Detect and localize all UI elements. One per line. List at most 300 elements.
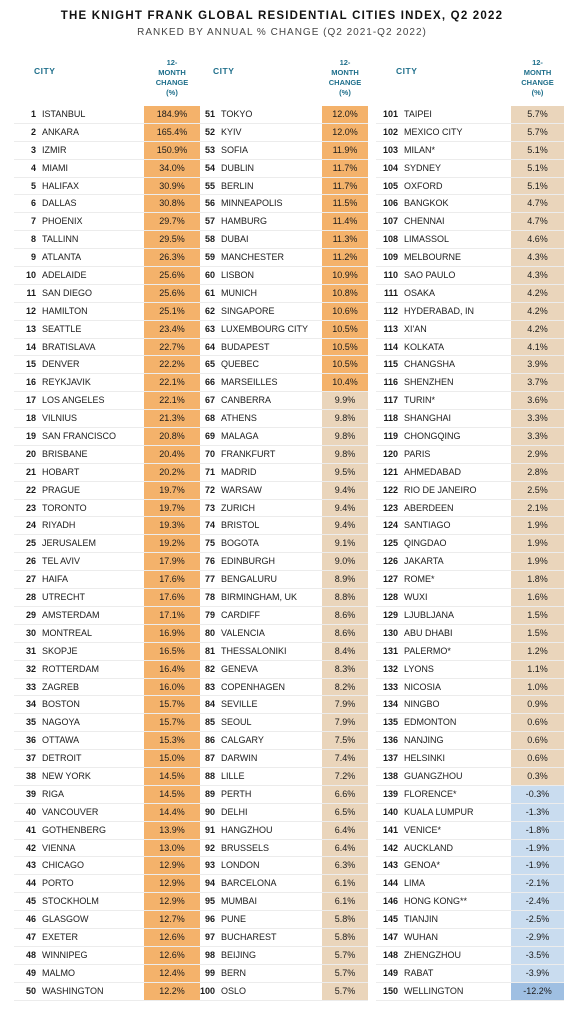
rank-label: 44 (25, 878, 36, 889)
change-value: 4.2% (511, 303, 564, 320)
rank-label: 25 (25, 538, 36, 549)
rank-label: 119 (383, 431, 398, 442)
rank-label: 94 (204, 878, 215, 889)
city-label: RIO DE JANEIRO (404, 484, 477, 495)
city-label: CANBERRA (221, 395, 272, 406)
change-value: 9.9% (322, 392, 368, 409)
table-row (376, 446, 564, 464)
rank-label: 71 (204, 466, 215, 477)
change-value: -2.1% (511, 875, 564, 892)
change-value: 1.6% (511, 589, 564, 606)
change-value: 11.5% (322, 195, 368, 212)
city-label: MARSEILLES (221, 377, 278, 388)
change-value: 8.6% (322, 625, 368, 642)
change-value: 10.5% (322, 339, 368, 356)
city-label: COPENHAGEN (221, 681, 286, 692)
table-row (193, 822, 368, 840)
rank-label: 97 (204, 931, 215, 942)
rank-label: 98 (204, 949, 215, 960)
change-value: 12.4% (144, 965, 200, 982)
rank-label: 18 (25, 413, 36, 424)
change-value: 22.1% (144, 392, 200, 409)
table-row (14, 267, 200, 285)
rank-label: 24 (25, 520, 36, 531)
city-label: MUNICH (221, 287, 257, 298)
city-label: SOFIA (221, 144, 249, 155)
table-row (193, 750, 368, 768)
change-value: 150.9% (144, 142, 200, 159)
table-row (193, 875, 368, 893)
city-label: GOTHENBERG (42, 824, 107, 835)
change-value: 7.2% (322, 768, 368, 785)
city-label: ROTTERDAM (42, 663, 99, 674)
table-row (193, 535, 368, 553)
city-label: FLORENCE* (404, 788, 457, 799)
city-label: DARWIN (221, 753, 258, 764)
rank-label: 91 (204, 824, 215, 835)
rank-label: 127 (382, 574, 398, 585)
rank-label: 80 (204, 627, 215, 638)
table-row (376, 482, 564, 500)
rank-label: 101 (382, 109, 398, 119)
city-label: MINNEAPOLIS (221, 198, 283, 209)
table-row (193, 553, 368, 571)
rank-label: 145 (382, 914, 398, 925)
change-value: 17.1% (144, 607, 200, 624)
table-row (14, 464, 200, 482)
city-label: MILAN* (404, 144, 436, 155)
table-row (193, 661, 368, 679)
change-value: 5.1% (511, 178, 564, 195)
rank-label: 70 (204, 448, 215, 459)
city-label: GENEVA (221, 663, 258, 674)
city-label: MIAMI (42, 162, 68, 173)
table-row (14, 482, 200, 500)
rank-label: 85 (204, 717, 215, 728)
table-row (14, 374, 200, 392)
rank-label: 61 (204, 287, 215, 298)
table-row (14, 965, 200, 983)
change-value: 29.5% (144, 231, 200, 248)
city-label: JERUSALEM (42, 538, 97, 549)
table-row (376, 231, 564, 249)
city-label: MONTREAL (42, 627, 93, 638)
city-header: CITY (396, 66, 418, 76)
change-value: 9.8% (322, 446, 368, 463)
table-row (376, 249, 564, 267)
table-row (193, 607, 368, 625)
rank-label: 93 (204, 860, 215, 871)
city-label: PARIS (404, 448, 431, 459)
rank-label: 8 (30, 234, 36, 245)
rank-label: 12 (25, 305, 36, 316)
table-row (376, 947, 564, 965)
city-label: BRISBANE (42, 448, 88, 459)
city-label: NAGOYA (42, 717, 80, 728)
rank-label: 65 (204, 359, 215, 370)
table-row (14, 231, 200, 249)
city-label: KOLKATA (404, 341, 445, 352)
table-row (14, 911, 200, 929)
city-label: QINGDAO (404, 538, 447, 549)
city-label: ABU DHABI (404, 627, 453, 638)
city-label: GENOA* (404, 860, 441, 871)
table-row (14, 213, 200, 231)
change-value: 12.9% (144, 893, 200, 910)
rank-label: 136 (382, 735, 398, 746)
city-label: RIYADH (42, 520, 76, 531)
city-label: BOGOTA (221, 538, 259, 549)
change-value: 12.0% (322, 124, 368, 141)
table-row (14, 142, 200, 160)
rank-label: 69 (204, 431, 215, 442)
table-row (193, 500, 368, 518)
change-value: 6.1% (322, 875, 368, 892)
rank-label: 66 (204, 377, 215, 388)
table-row (376, 857, 564, 875)
table-row (193, 356, 368, 374)
city-label: SEOUL (221, 717, 252, 728)
city-label: PALERMO* (404, 645, 451, 656)
change-value: 1.9% (511, 553, 564, 570)
city-label: TURIN* (404, 395, 435, 406)
rank-label: 120 (382, 448, 398, 459)
rank-label: 72 (204, 484, 215, 495)
city-label: CHONGQING (404, 431, 461, 442)
table-row (14, 535, 200, 553)
city-label: HANGZHOU (221, 824, 273, 835)
rank-label: 110 (383, 270, 398, 281)
city-label: ANKARA (42, 126, 80, 137)
table-row (376, 714, 564, 732)
city-label: VENICE* (404, 824, 442, 835)
table-row (193, 142, 368, 160)
rank-label: 15 (25, 359, 36, 370)
change-value: 25.6% (144, 285, 200, 302)
change-value: 15.7% (144, 696, 200, 713)
city-label: KYIV (221, 126, 242, 137)
city-label: ZURICH (221, 502, 255, 513)
change-value: 0.6% (511, 714, 564, 731)
table-row (14, 446, 200, 464)
change-value: 10.6% (322, 303, 368, 320)
change-value: 34.0% (144, 160, 200, 177)
change-value: 5.7% (322, 983, 368, 1000)
rank-label: 6 (30, 198, 36, 209)
rank-label: 123 (382, 502, 398, 513)
rank-label: 126 (382, 556, 398, 567)
table-row (376, 410, 564, 428)
city-label: BERLIN (221, 180, 254, 191)
rank-label: 42 (25, 842, 36, 853)
city-label: MADRID (221, 466, 257, 477)
city-label: DUBLIN (221, 162, 255, 173)
rank-label: 40 (25, 806, 36, 817)
city-label: DALLAS (42, 198, 77, 209)
change-value: 8.8% (322, 589, 368, 606)
city-label: XI'AN (404, 323, 427, 334)
table-row (376, 875, 564, 893)
city-label: BRISTOL (221, 520, 260, 531)
change-value: -1.9% (511, 840, 564, 857)
table-row (376, 374, 564, 392)
rank-label: 121 (382, 466, 398, 477)
change-value: 15.3% (144, 732, 200, 749)
rank-label: 75 (204, 538, 215, 549)
city-label: AHMEDABAD (404, 466, 462, 477)
rank-label: 86 (204, 735, 215, 746)
table-row (193, 643, 368, 661)
change-value: 3.3% (511, 428, 564, 445)
change-value: 1.5% (511, 607, 564, 624)
table-row (193, 428, 368, 446)
rank-label: 106 (382, 198, 398, 209)
table-row (14, 339, 200, 357)
rank-label: 21 (25, 466, 36, 477)
rank-label: 139 (382, 788, 398, 799)
city-label: HONG KONG** (404, 896, 468, 907)
table-row (376, 160, 564, 178)
table-row (193, 160, 368, 178)
change-value: 9.5% (322, 464, 368, 481)
change-value: 7.4% (322, 750, 368, 767)
table-row (376, 750, 564, 768)
table-row (14, 428, 200, 446)
change-value: 5.7% (322, 947, 368, 964)
rank-label: 88 (204, 770, 215, 781)
city-label: MEXICO CITY (404, 126, 463, 137)
change-value: 4.1% (511, 339, 564, 356)
table-row (193, 392, 368, 410)
city-label: QUEBEC (221, 359, 260, 370)
table-row (193, 714, 368, 732)
change-header: 12- MONTH CHANGE (%) (155, 58, 189, 97)
city-label: REYKJAVIK (42, 377, 91, 388)
rank-label: 142 (382, 842, 398, 853)
change-value: 14.5% (144, 786, 200, 803)
table-row (376, 607, 564, 625)
table-row (376, 983, 564, 1001)
rank-label: 49 (25, 967, 36, 978)
city-label: NEW YORK (42, 770, 91, 781)
city-label: AUCKLAND (404, 842, 454, 853)
city-label: CALGARY (221, 735, 264, 746)
city-label: CHICAGO (42, 860, 85, 871)
rank-label: 114 (383, 341, 398, 352)
rank-label: 4 (30, 162, 36, 173)
change-value: 4.2% (511, 321, 564, 338)
table-row (14, 625, 200, 643)
city-label: MALMO (42, 967, 76, 978)
table-row (14, 875, 200, 893)
table-row (193, 517, 368, 535)
change-value: 1.1% (511, 661, 564, 678)
change-value: 6.1% (322, 893, 368, 910)
city-label: PORTO (42, 878, 74, 889)
city-label: SAN FRANCISCO (42, 431, 117, 442)
rank-label: 57 (204, 216, 215, 227)
change-value: 8.4% (322, 643, 368, 660)
change-value: 4.2% (511, 285, 564, 302)
city-label: ZAGREB (42, 681, 80, 692)
rank-label: 107 (382, 216, 398, 227)
rank-label: 35 (25, 717, 36, 728)
city-label: ISTANBUL (42, 109, 86, 119)
change-value: -1.3% (511, 804, 564, 821)
city-label: PUNE (221, 914, 247, 925)
table-row (14, 571, 200, 589)
city-label: BIRMINGHAM, UK (221, 592, 298, 603)
rank-label: 51 (204, 109, 215, 119)
change-value: 0.9% (511, 696, 564, 713)
rank-label: 37 (25, 753, 36, 764)
rank-label: 31 (25, 645, 36, 656)
rank-label: 34 (25, 699, 36, 710)
change-value: 12.0% (322, 106, 368, 123)
table-row (14, 589, 200, 607)
city-label: LILLE (221, 770, 245, 781)
rank-label: 95 (204, 896, 215, 907)
rank-label: 140 (382, 806, 398, 817)
table-row (193, 339, 368, 357)
change-value: 8.3% (322, 661, 368, 678)
change-header: 12- MONTH CHANGE (%) (521, 58, 554, 97)
city-label: STOCKHOLM (42, 896, 99, 907)
rank-label: 92 (204, 842, 215, 853)
city-label: LIMA (404, 878, 426, 889)
rank-label: 16 (25, 377, 36, 388)
table-row (14, 178, 200, 196)
city-label: WUXI (404, 592, 428, 603)
rank-label: 28 (25, 592, 36, 603)
city-label: WASHINGTON (42, 985, 104, 996)
table-row (14, 607, 200, 625)
table-row (14, 410, 200, 428)
change-value: 10.5% (322, 356, 368, 373)
change-value: 184.9% (144, 106, 200, 123)
change-value: 7.5% (322, 732, 368, 749)
change-value: 9.8% (322, 428, 368, 445)
city-label: ATLANTA (42, 252, 82, 263)
change-value: 4.7% (511, 213, 564, 230)
city-label: BARCELONA (221, 878, 277, 889)
change-value: 0.3% (511, 768, 564, 785)
change-value: 21.3% (144, 410, 200, 427)
change-value: 15.7% (144, 714, 200, 731)
change-value: 1.0% (511, 679, 564, 696)
change-value: 12.2% (144, 983, 200, 1000)
city-label: BRATISLAVA (42, 341, 96, 352)
rank-label: 118 (383, 413, 398, 424)
city-label: OTTAWA (42, 735, 80, 746)
rank-label: 53 (204, 144, 215, 155)
city-label: BANGKOK (404, 198, 449, 209)
city-label: HOBART (42, 466, 80, 477)
city-label: NANJING (404, 735, 444, 746)
table-row (376, 625, 564, 643)
rank-label: 60 (204, 270, 215, 281)
change-value: 9.4% (322, 482, 368, 499)
rank-label: 76 (204, 556, 215, 567)
table-row (376, 339, 564, 357)
city-label: TIANJIN (404, 914, 439, 925)
table-row (193, 124, 368, 142)
city-label: MELBOURNE (404, 252, 462, 263)
city-label: SEATTLE (42, 323, 82, 334)
table-row (193, 195, 368, 213)
page-subtitle: RANKED BY ANNUAL % CHANGE (Q2 2021-Q2 2022) (137, 27, 427, 38)
change-value: 12.6% (144, 947, 200, 964)
change-value: 1.8% (511, 571, 564, 588)
city-label: DELHI (221, 806, 248, 817)
table-row (193, 267, 368, 285)
change-value: 16.4% (144, 661, 200, 678)
rank-label: 17 (25, 395, 36, 406)
table-row (14, 124, 200, 142)
table-row (376, 142, 564, 160)
city-label: EDMONTON (404, 717, 457, 728)
rank-label: 113 (383, 323, 398, 334)
table-row (376, 267, 564, 285)
table-row (376, 124, 564, 142)
rank-label: 150 (382, 985, 398, 996)
city-label: DENVER (42, 359, 80, 370)
table-row (376, 321, 564, 339)
change-value: 10.4% (322, 374, 368, 391)
rank-label: 133 (382, 681, 398, 692)
table-row (376, 911, 564, 929)
rank-label: 67 (204, 395, 215, 406)
change-value: 19.2% (144, 535, 200, 552)
city-label: CHENNAI (404, 216, 445, 227)
rank-label: 132 (382, 663, 398, 674)
rank-label: 79 (204, 609, 215, 620)
rank-label: 45 (25, 896, 36, 907)
table-row (376, 285, 564, 303)
change-value: 8.2% (322, 679, 368, 696)
change-value: 5.1% (511, 160, 564, 177)
change-value: -2.5% (511, 911, 564, 928)
rank-label: 131 (382, 645, 398, 656)
table-row (376, 178, 564, 196)
rank-label: 2 (30, 126, 36, 137)
city-label: LYONS (404, 663, 434, 674)
table-row (376, 195, 564, 213)
change-value: 2.5% (511, 482, 564, 499)
change-value: 25.6% (144, 267, 200, 284)
city-label: CHANGSHA (404, 359, 456, 370)
change-value: 5.8% (322, 929, 368, 946)
rank-label: 38 (25, 770, 36, 781)
city-label: GLASGOW (42, 914, 89, 925)
rank-label: 124 (382, 520, 398, 531)
rank-label: 11 (26, 287, 36, 298)
city-label: RIGA (42, 788, 65, 799)
table-row (14, 303, 200, 321)
change-value: -2.9% (511, 929, 564, 946)
change-value: 20.2% (144, 464, 200, 481)
rank-label: 135 (382, 717, 398, 728)
table-row (376, 965, 564, 983)
city-label: SHENZHEN (404, 377, 454, 388)
rank-label: 82 (204, 663, 215, 674)
table-row (14, 822, 200, 840)
change-value: -0.3% (511, 786, 564, 803)
city-label: SYDNEY (404, 162, 442, 173)
city-label: WARSAW (221, 484, 262, 495)
rank-label: 122 (382, 484, 398, 495)
rank-label: 102 (382, 126, 398, 137)
